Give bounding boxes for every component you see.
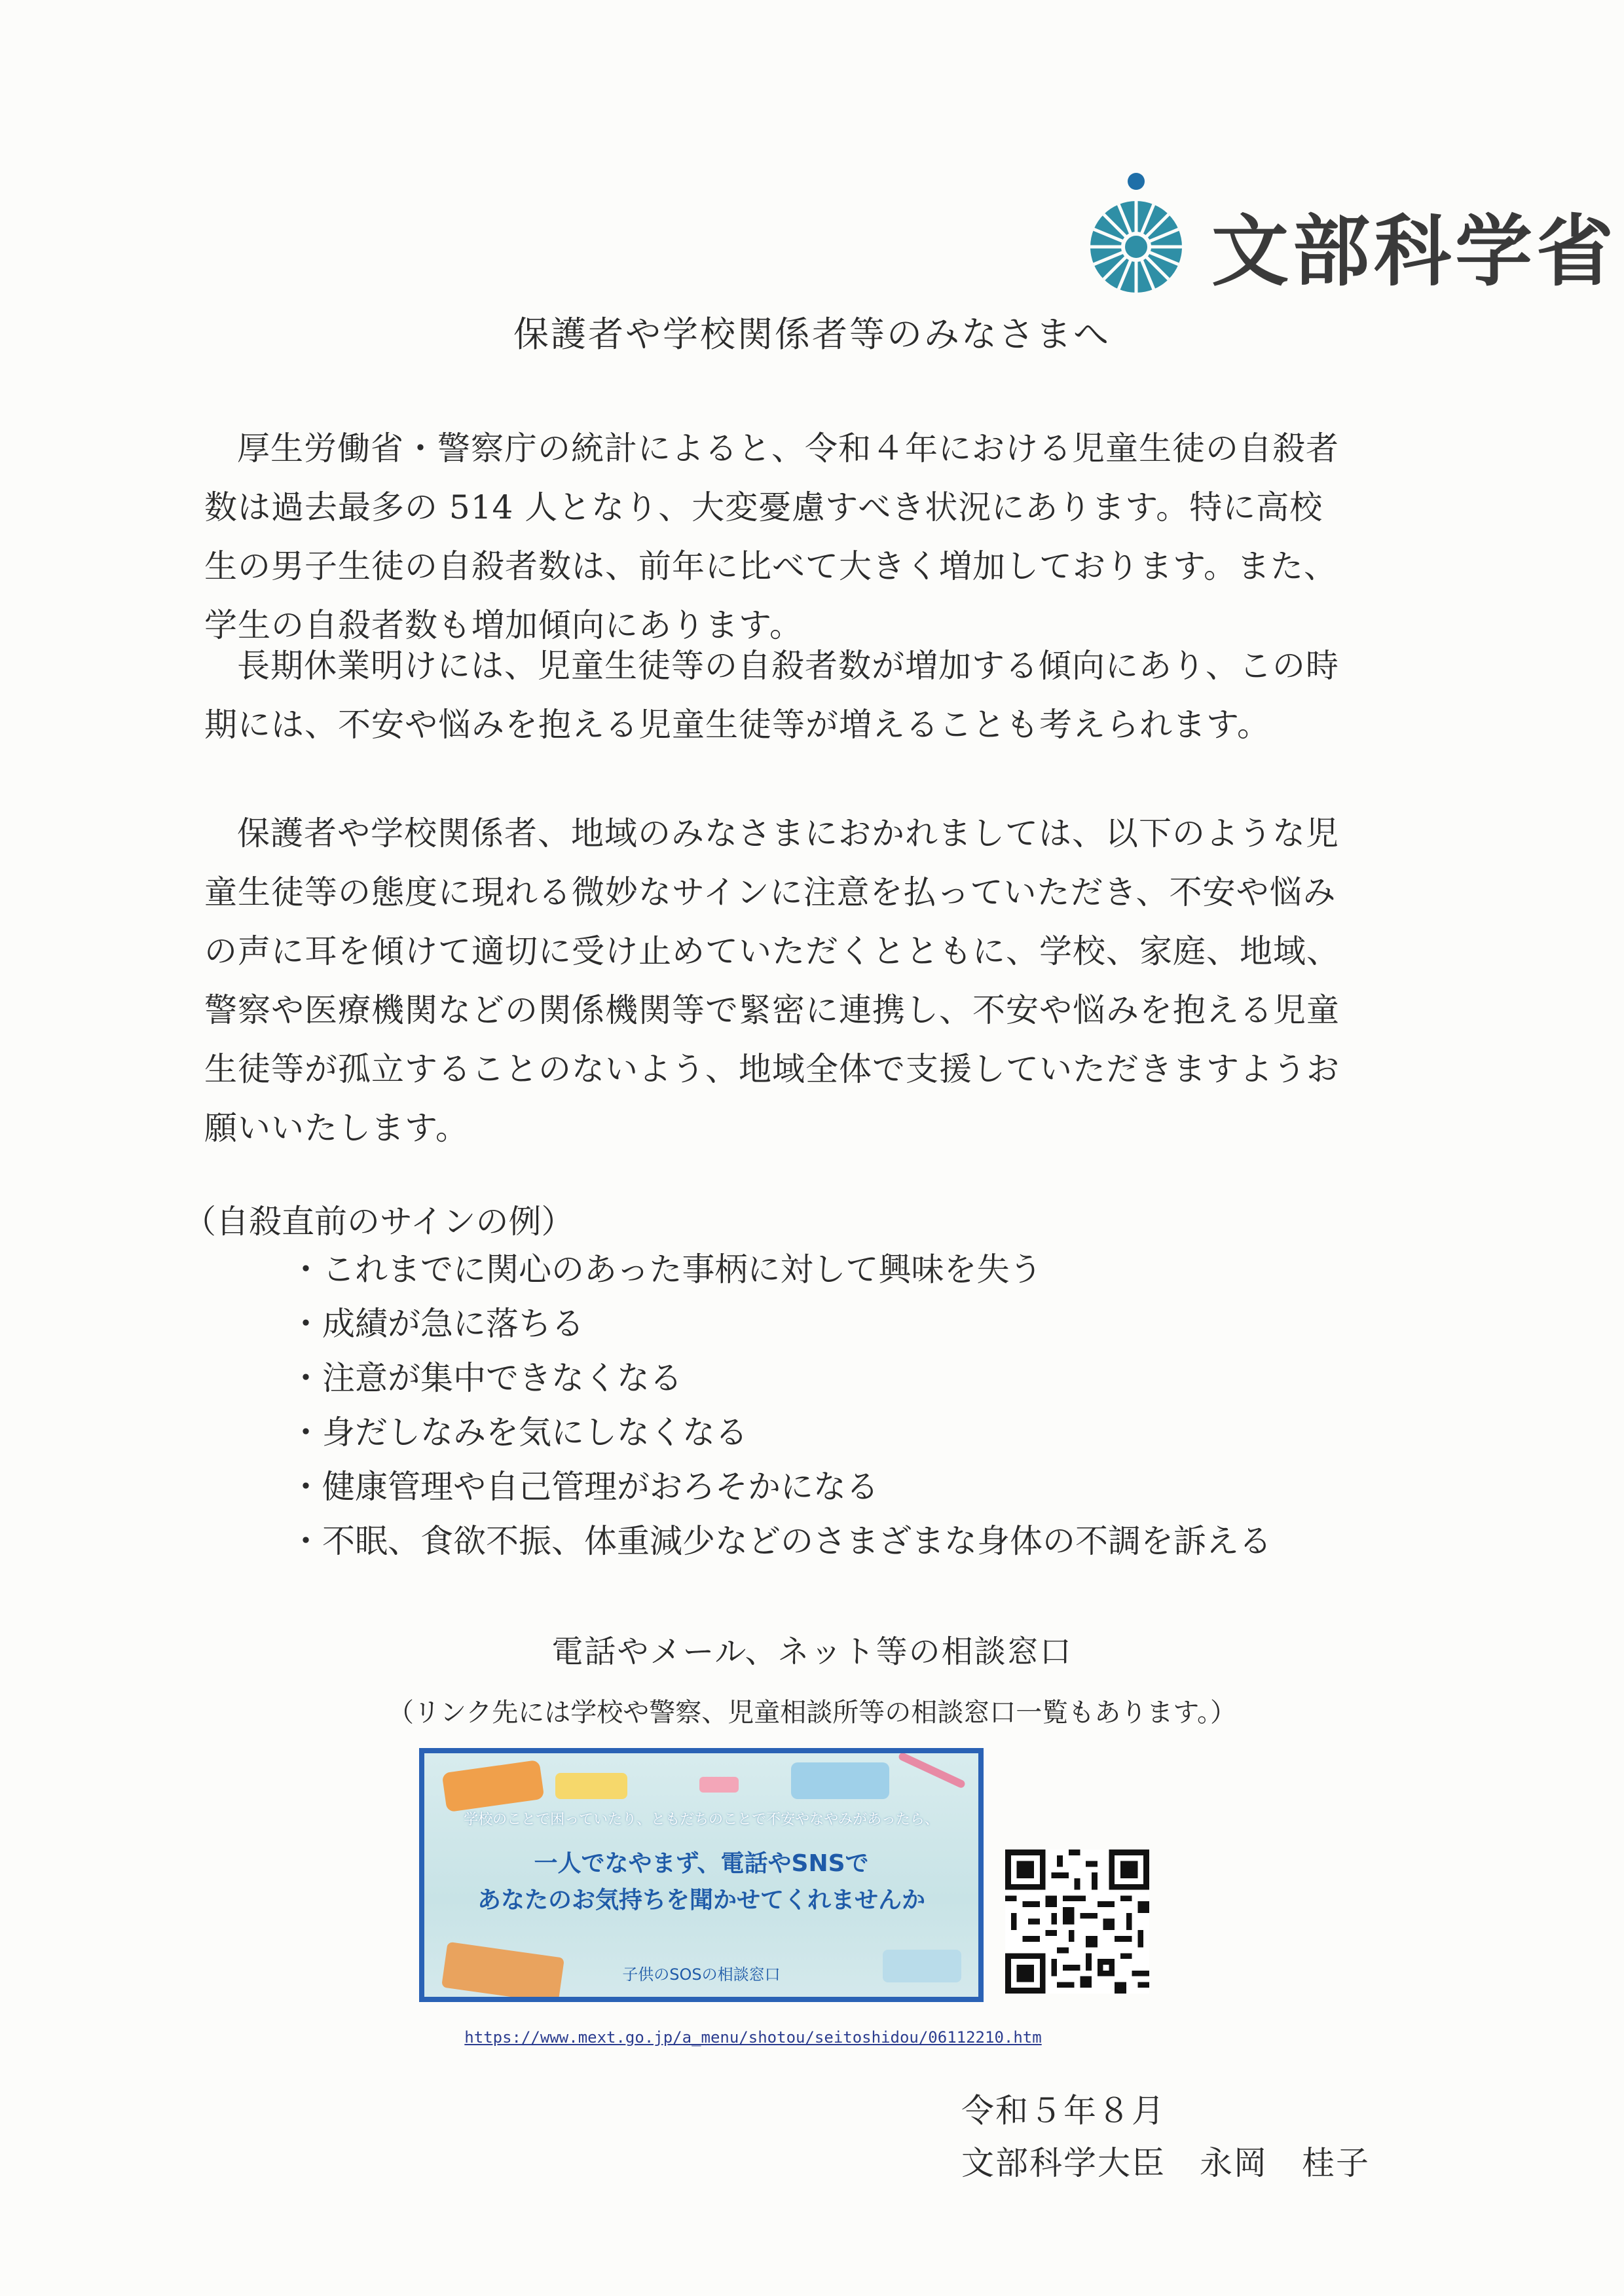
contact-title: 電話やメール、ネット等の相談窓口: [551, 1633, 1073, 1670]
text-line: 生徒等が孤立することのないよう、地域全体で支援していただきますようお: [204, 1050, 1340, 1088]
paragraph-request: [204, 804, 1462, 1157]
signer: 文部科学大臣 永岡 桂子: [961, 2144, 1370, 2182]
text-line: 学生の自殺者数も増加傾向にあります。: [204, 606, 803, 644]
qr-code-icon[interactable]: [1005, 1850, 1149, 1994]
paragraph-long-vacation: [204, 636, 1462, 754]
paragraph-statistics: [204, 419, 1462, 655]
text-line: 警察や医療機関などの関係機関等で緊密に連携し、不安や悩みを抱える児童: [204, 991, 1340, 1029]
contact-note: （リンク先には学校や警察、児童相談所等の相談窓口一覧もあります。）: [388, 1698, 1236, 1728]
sos-consultation-banner[interactable]: [419, 1748, 984, 2002]
decor-shape: [791, 1762, 889, 1799]
text-line: 童生徒等の態度に現れる微妙なサインに注意を払っていただき、不安や悩み: [204, 873, 1337, 911]
ministry-logo: [1087, 167, 1617, 301]
signs-list: [289, 1243, 1272, 1569]
text-line: 厚生労働省・警察庁の統計によると、令和４年における児童生徒の自殺者: [237, 429, 1339, 467]
text-line: 生の男子生徒の自殺者数は、前年に比べて大きく増加しております。また、: [204, 547, 1337, 585]
ministry-name: 文部科学省: [1211, 206, 1618, 297]
banner-footer: 子供のSOSの相談窓口: [622, 1965, 781, 1984]
list-item: ・健康管理や自己管理がおろそかになる: [289, 1468, 879, 1506]
list-item: ・身だしなみを気にしなくなる: [289, 1413, 748, 1451]
text-line: 数は過去最多の 514 人となり、大変憂慮すべき状況にあります。特に高校: [204, 488, 1323, 526]
mext-emblem-icon: [1087, 168, 1185, 299]
consultation-link[interactable]: https://www.mext.go.jp/a_menu/shotou/seitoshidou/06112210.htm: [464, 2028, 1042, 2047]
text-line: 長期休業明けには、児童生徒等の自殺者数が増加する傾向にあり、この時: [237, 647, 1339, 685]
decor-shape: [898, 1751, 967, 1789]
list-item: ・成績が急に落ちる: [289, 1305, 584, 1343]
page-title: 保護者や学校関係者等のみなさまへ: [513, 314, 1111, 355]
banner-headline-2: あなたのお気持ちを聞かせてくれませんか: [477, 1887, 925, 1914]
text-line: 保護者や学校関係者、地域のみなさまにおかれましては、以下のような児: [237, 814, 1339, 852]
banner-subtitle: 学校のことで困っていたり、ともだちのことで不安やなやみがあったら、: [464, 1812, 939, 1828]
list-item: ・これまでに関心のあった事柄に対して興味を失う: [289, 1250, 1043, 1288]
decor-shape: [699, 1777, 739, 1793]
list-item: ・注意が集中できなくなる: [289, 1359, 682, 1397]
text-line: 願いいたします。: [204, 1109, 469, 1147]
banner-headline: 一人でなやまず、電話やSNSで: [534, 1850, 869, 1877]
decor-shape: [442, 1760, 545, 1812]
signs-heading: （自殺直前のサインの例）: [183, 1203, 574, 1241]
list-item: ・不眠、食欲不振、体重減少などのさまざまな身体の不調を訴える: [289, 1522, 1272, 1560]
text-line: 期には、不安や悩みを抱える児童生徒等が増えることも考えられます。: [204, 706, 1270, 744]
issue-date: 令和５年８月: [961, 2092, 1166, 2130]
text-line: の声に耳を傾けて適切に受け止めていただくとともに、学校、家庭、地域、: [204, 932, 1340, 970]
decor-shape: [555, 1773, 627, 1799]
